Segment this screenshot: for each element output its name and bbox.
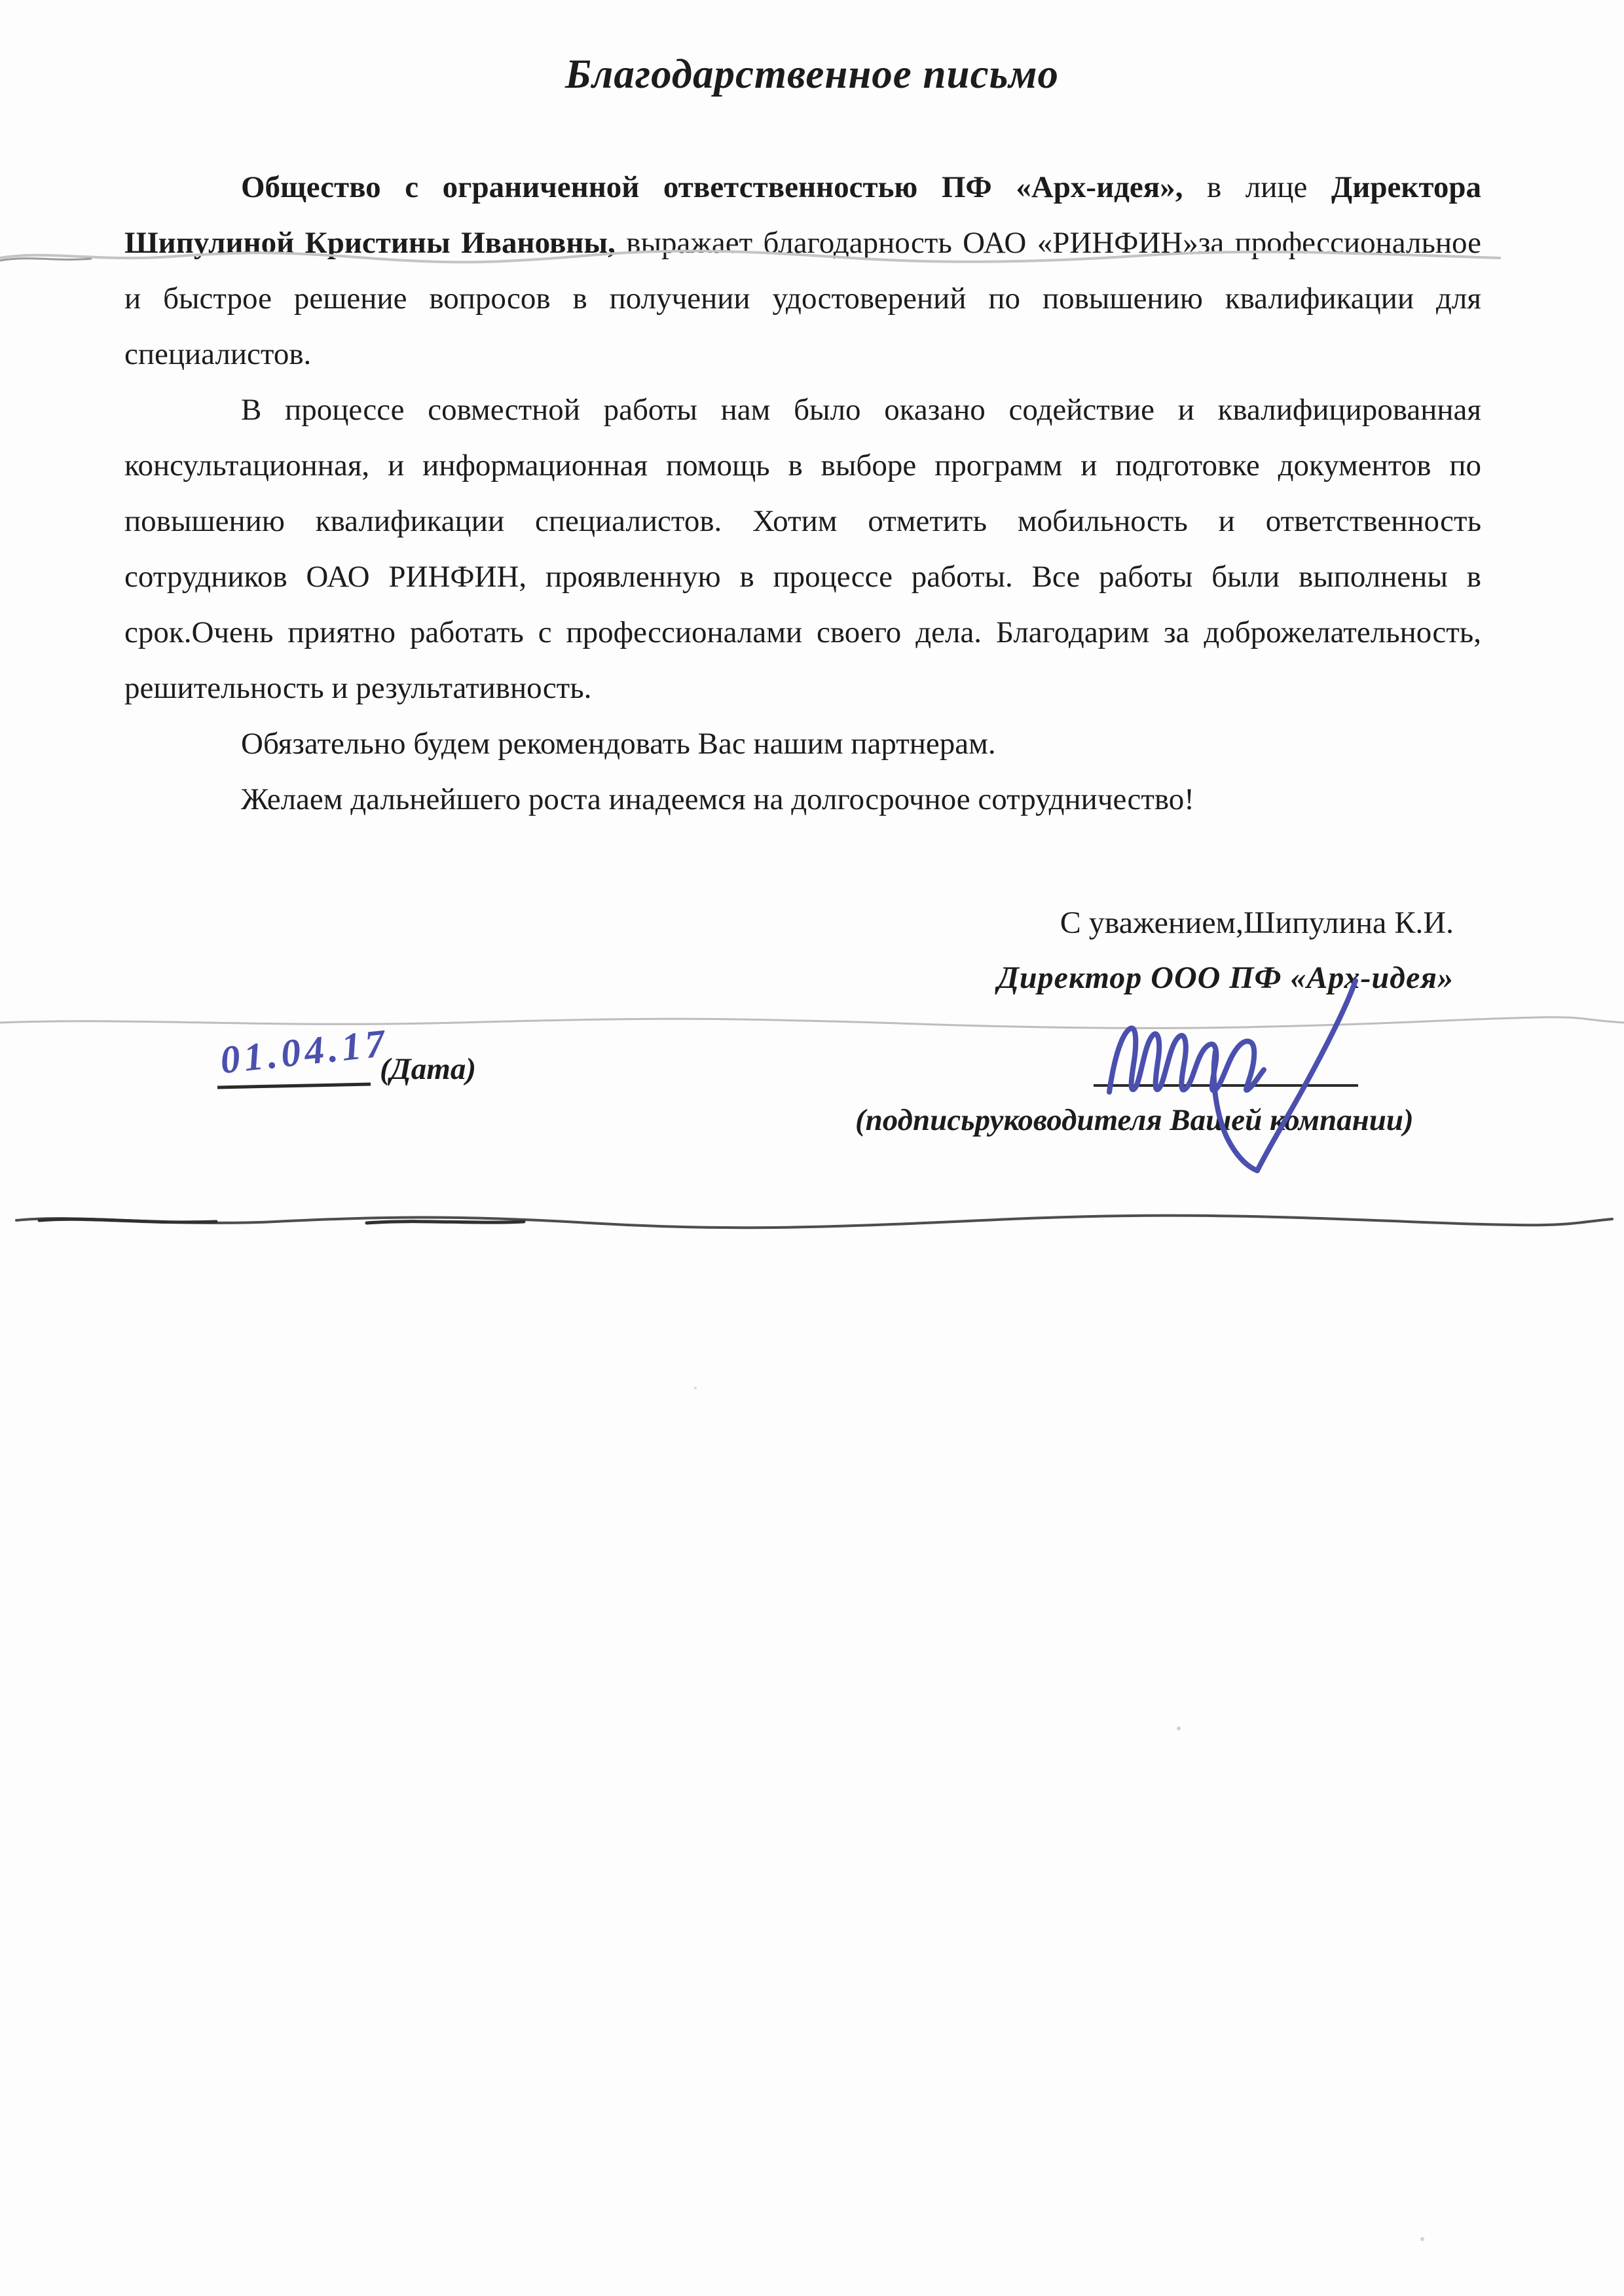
closing-position: Директор ООО ПФ «Арх-идея»	[997, 960, 1454, 995]
signature-label: (подписьруководителя Вашей компании)	[855, 1103, 1414, 1137]
letter-title: Благодарственное письмо	[565, 51, 1059, 97]
text-run: В процессе совместной работы нам было оказано содействие и квалифицированная консультационная, и информационная помощь в выборе программ и подготовке документов по повышению квалификации специалистов. Хотим отметить мобильность и ответственность сотрудников ОАО РИНФИН, проявленную в процессе работы. Все работы были выполнены в срок.Очень приятно работать с профессионалами своего дела. Благодарим за доброжелательность, решительность и результативность.	[124, 393, 1481, 705]
letter-body	[124, 160, 1481, 828]
scan-speck	[1420, 2237, 1424, 2241]
closing-block	[997, 896, 1454, 1006]
closing-regards: С уважением,Шипулина К.И.	[1060, 905, 1454, 940]
handwritten-date: 01.04.17	[218, 1021, 391, 1082]
scan-speck	[694, 1387, 697, 1389]
date-underline	[217, 1083, 371, 1089]
text-run: Желаем дальнейшего роста инадеемся на долгосрочное сотрудничество!	[241, 782, 1194, 816]
paragraph	[124, 716, 1481, 772]
text-run: выражает благодарность ОАО «РИНФИН»за профессиональное и быстрое решение вопросов в получении удостоверений по повышению квалификации для специалистов.	[124, 226, 1481, 371]
paragraph	[124, 772, 1481, 828]
scan-fold-line-middle	[0, 1017, 1624, 1029]
paragraph	[124, 160, 1481, 382]
text-run: Обязательно будем рекомендовать Вас нашим партнерам.	[241, 727, 996, 761]
bold-run: Общество с ограниченной ответственностью ПФ «Арх-идея»,	[241, 170, 1183, 204]
bold-run: Директора Шипулиной Кристины Ивановны,	[124, 170, 1482, 260]
scan-fold-line-bottom	[16, 1216, 1612, 1228]
signature-ink	[1109, 981, 1356, 1171]
date-label: (Дата)	[380, 1052, 476, 1086]
text-run: в лице	[1183, 170, 1331, 204]
signature-underline	[1094, 1084, 1358, 1087]
scan-speck	[1177, 1726, 1181, 1730]
paragraph	[124, 382, 1481, 716]
